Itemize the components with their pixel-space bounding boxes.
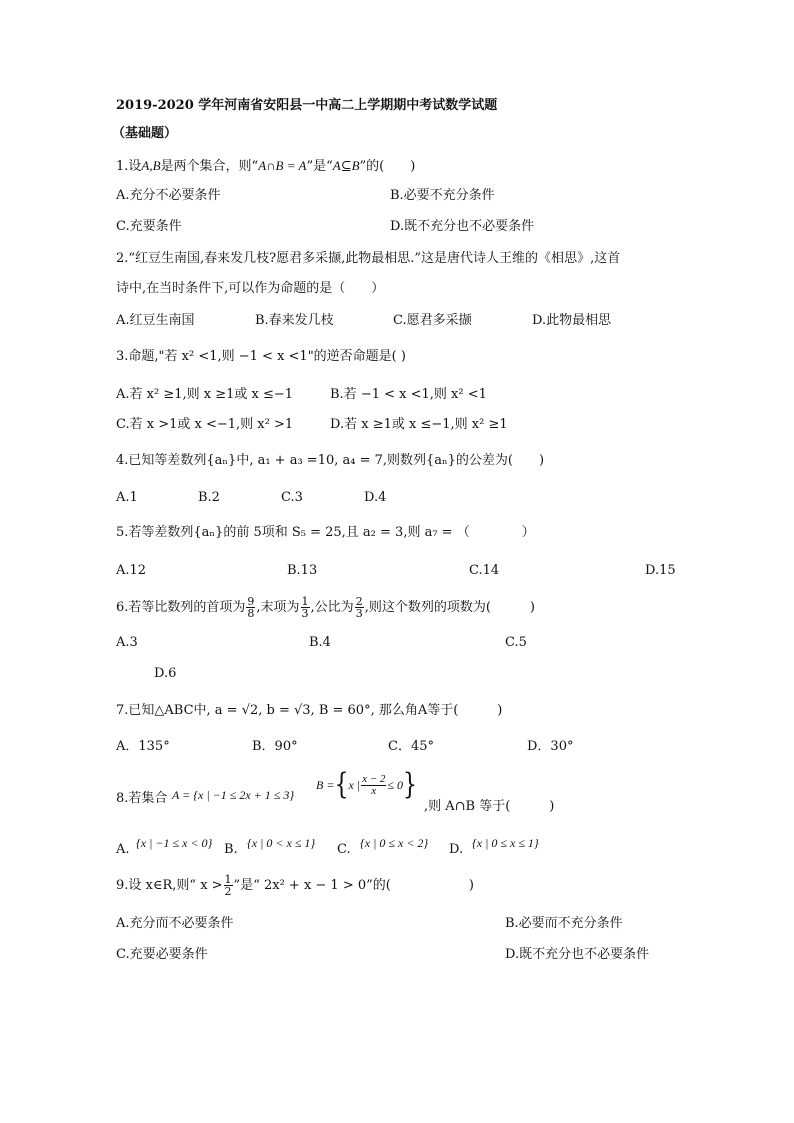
q3-option-c: C.若 x >1或 x <−1,则 x² >1 xyxy=(116,417,294,432)
q1-mid: 是两个集合，则“ xyxy=(160,159,259,174)
q6-option-b: B.4 xyxy=(309,635,331,650)
question-6-stem xyxy=(116,596,535,619)
q8-option-d-label: D. xyxy=(449,842,464,857)
q8-option-b-label: B. xyxy=(224,842,238,857)
q8-set-b xyxy=(316,770,417,800)
q6-pre: 6.若等比数列的首项为 xyxy=(116,600,246,615)
q4-option-a: A.1 xyxy=(116,490,138,505)
q3-option-d: D.若 x ≥1或 x ≤−1,则 x² ≥1 xyxy=(330,417,508,432)
q6-option-a: A.3 xyxy=(116,635,138,650)
q7-option-c: C．45° xyxy=(388,739,434,754)
q9-fraction-numerator: 1 xyxy=(224,873,232,886)
q1-option-c: C.充要条件 xyxy=(116,219,182,234)
q6-mid2: ,公比为 xyxy=(310,600,354,615)
q7-option-d: D．30° xyxy=(527,739,574,754)
q9-option-a: A.充分而不必要条件 xyxy=(116,916,234,931)
q4-option-d: D.4 xyxy=(364,490,387,505)
q1-sets: A,B xyxy=(141,158,161,173)
q8-set-b-label: B = xyxy=(316,778,335,792)
q8-left-brace: { xyxy=(334,768,349,802)
q9-option-b: B.必要而不充分条件 xyxy=(505,916,623,931)
question-9-stem xyxy=(116,874,474,897)
q1-pre: 1.设 xyxy=(116,159,142,174)
question-8-stem-pre: 8.若集合 xyxy=(116,791,168,806)
q1-option-b: B.必要不充分条件 xyxy=(390,188,495,203)
q6-first-term-fraction xyxy=(246,596,255,619)
q8-set-a: A = {x | −1 ≤ 2x + 1 ≤ 3} xyxy=(172,788,295,802)
q1-post: ”的( ) xyxy=(359,159,416,174)
q4-option-b: B.2 xyxy=(198,490,220,505)
q6-f2-numerator: 1 xyxy=(301,595,309,608)
q7-option-a: A．135° xyxy=(116,739,170,754)
q8-option-d: {x | 0 ≤ x ≤ 1} xyxy=(472,836,539,850)
q8-option-b: {x | 0 < x ≤ 1} xyxy=(247,836,316,850)
q8-set-b-var: x | xyxy=(348,778,361,792)
q9-post: ”是“ 2x² + x − 1 > 0”的( ) xyxy=(233,878,474,893)
q7-option-b: B．90° xyxy=(252,739,298,754)
q8-fraction-numerator: x − 2 xyxy=(362,773,386,785)
q8-option-c: {x | 0 ≤ x < 2} xyxy=(360,836,429,850)
q9-pre: 9.设 x∈R,则“ x > xyxy=(116,878,223,893)
q6-ratio-fraction xyxy=(355,596,364,619)
q5-option-a: A.12 xyxy=(116,563,147,578)
question-2-stem-line1: 2.“红豆生南国,春来发几枝?愿君多采撷,此物最相思.”这是唐代诗人王维的《相思》,这首 xyxy=(116,251,621,266)
document-subtitle: （基础题） xyxy=(112,126,178,141)
q6-f2-denominator: 3 xyxy=(301,607,309,620)
q1-condition-1: A∩B = A xyxy=(258,158,307,173)
q1-condition-2: A⊆B xyxy=(332,158,360,173)
q2-option-d: D.此物最相思 xyxy=(532,313,612,328)
question-2-stem-line2: 诗中,在当时条件下,可以作为命题的是（ ） xyxy=(116,281,385,296)
q1-option-a: A.充分不必要条件 xyxy=(116,188,221,203)
q6-option-c: C.5 xyxy=(505,635,527,650)
question-8-stem-post: ,则 A∩B 等于( ) xyxy=(424,799,555,814)
q6-f3-denominator: 3 xyxy=(355,607,363,620)
q8-option-c-label: C. xyxy=(337,842,351,857)
q1-mid2: ”是“ xyxy=(306,159,333,174)
q9-fraction-denominator: 2 xyxy=(224,885,232,898)
q1-option-d: D.既不充分也不必要条件 xyxy=(390,219,535,234)
q6-mid1: ,末项为 xyxy=(256,600,300,615)
q6-post: ,则这个数列的项数为( ) xyxy=(364,600,535,615)
q6-last-term-fraction xyxy=(301,596,310,619)
q6-f1-numerator: 9 xyxy=(247,595,255,608)
question-7-stem: 7.已知△ABC中, a = √2, b = √3, B = 60°, 那么角A等于( ) xyxy=(116,703,503,718)
question-1-stem xyxy=(116,157,415,176)
q6-f1-denominator: 8 xyxy=(247,607,255,620)
q8-option-a-label: A. xyxy=(116,842,130,857)
q8-set-b-inequality: ≤ 0 xyxy=(387,778,403,792)
q2-option-c: C.愿君多采撷 xyxy=(393,313,472,328)
q8-set-b-fraction xyxy=(361,774,386,797)
q2-option-b: B.春来发几枝 xyxy=(255,313,334,328)
q5-option-c: C.14 xyxy=(469,563,500,578)
question-3-stem: 3.命题,"若 x² <1,则 −1 < x <1"的逆否命题是( ) xyxy=(116,349,406,364)
q5-option-b: B.13 xyxy=(287,563,318,578)
q9-fraction xyxy=(224,874,233,897)
question-4-stem: 4.已知等差数列{aₙ}中, a₁ + a₃ =10, a₄ = 7,则数列{aₙ}的公差为( ) xyxy=(116,453,545,468)
q9-option-d: D.既不充分也不必要条件 xyxy=(505,947,650,962)
q8-right-brace: } xyxy=(402,768,417,802)
q9-option-c: C.充要必要条件 xyxy=(116,947,208,962)
q2-option-a: A.红豆生南国 xyxy=(116,313,195,328)
q6-option-d: D.6 xyxy=(154,666,177,681)
question-5-stem: 5.若等差数列{aₙ}的前 5项和 S₅ = 25,且 a₂ = 3,则 a₇ = （ ） xyxy=(116,525,535,540)
q3-option-b: B.若 −1 < x <1,则 x² <1 xyxy=(330,387,487,402)
q8-fraction-denominator: x xyxy=(371,785,377,797)
document-title: 2019-2020 学年河南省安阳县一中高二上学期期中考试数学试题 xyxy=(116,98,498,113)
q6-f3-numerator: 2 xyxy=(355,595,363,608)
q5-option-d: D.15 xyxy=(645,563,676,578)
q4-option-c: C.3 xyxy=(281,490,303,505)
q8-option-a: {x | −1 ≤ x < 0} xyxy=(136,836,213,850)
q3-option-a: A.若 x² ≥1,则 x ≥1或 x ≤−1 xyxy=(116,387,294,402)
